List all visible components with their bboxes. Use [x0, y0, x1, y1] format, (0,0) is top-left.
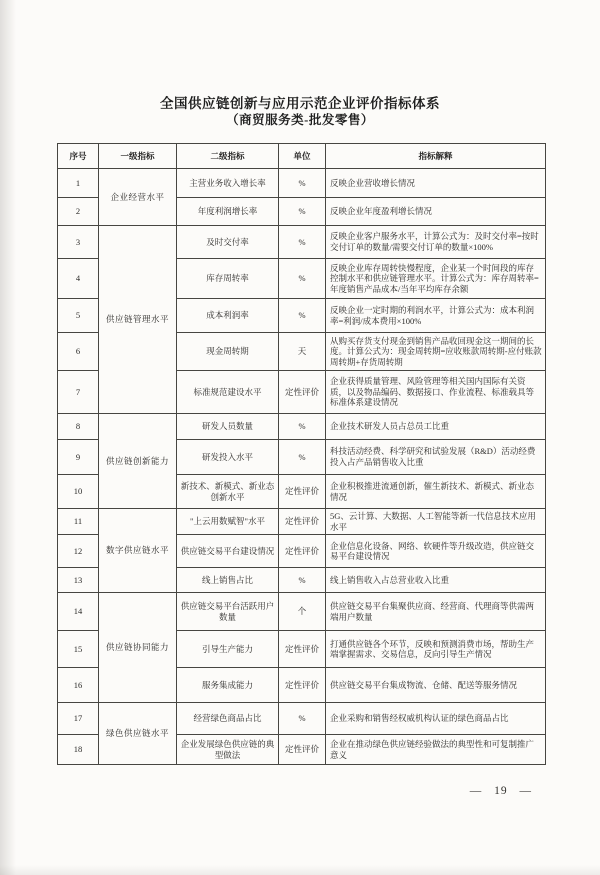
explanation-cell: 供应链交易平台集聚供应商、经营商、代理商等供需两端用户数量 — [326, 593, 546, 631]
explanation-cell: 5G、云计算、大数据、人工智能等新一代信息技术应用水平 — [326, 509, 546, 535]
row-number-cell: 14 — [58, 593, 99, 631]
level2-indicator-cell: 及时交付率 — [177, 226, 279, 259]
unit-cell: 定性评价 — [279, 735, 326, 765]
row-number-cell: 15 — [58, 631, 99, 668]
explanation-cell: 反映企业一定时期的利润水平，计算公式为：成本利润率=利润/成本费用×100% — [326, 299, 546, 333]
unit-cell: 定性评价 — [279, 371, 326, 414]
explanation-cell: 企业采购和销售经权威机构认证的绿色商品占比 — [326, 703, 546, 735]
level2-indicator-cell: 新技术、新模式、新业态创新水平 — [177, 475, 279, 509]
page-number: — 19 — — [469, 785, 532, 797]
unit-cell: % — [279, 226, 326, 259]
row-number-cell: 9 — [58, 440, 99, 475]
level2-indicator-cell: 库存周转率 — [177, 259, 279, 299]
explanation-cell: 从购买存货支付现金到销售产品收回现金这一期间的长度。计算公式为：现金周转期=应收账款周转期-应付账款周转期+存货周转期 — [326, 333, 546, 371]
explanation-cell: 企业在推动绿色供应链经验做法的典型性和可复制推广意义 — [326, 735, 546, 765]
row-number-cell: 1 — [58, 169, 99, 198]
row-number-cell: 13 — [58, 568, 99, 593]
explanation-cell: 企业技术研发人员占总员工比重 — [326, 414, 546, 440]
unit-cell: % — [279, 440, 326, 475]
unit-cell: 定性评价 — [279, 668, 326, 703]
explanation-cell: 企业信息化设备、网络、软硬件等升级改造，供应链交易平台建设情况 — [326, 535, 546, 568]
level2-indicator-cell: 供应链交易平台活跃用户数量 — [177, 593, 279, 631]
header-level2-indicator: 二级指标 — [177, 144, 279, 169]
table-row — [58, 593, 546, 631]
explanation-cell: 反映企业库存周转快慢程度，企业某一个时间段的库存控制水平和供应链管理水平。计算公式为：库存周转率=年度销售产品成本/当年平均库存余额 — [326, 259, 546, 299]
row-number-cell: 4 — [58, 259, 99, 299]
explanation-cell: 线上销售收入占总营业收入比重 — [326, 568, 546, 593]
header-unit: 单位 — [279, 144, 326, 169]
level1-indicator-cell: 数字供应链水平 — [99, 509, 177, 593]
unit-cell: % — [279, 299, 326, 333]
level2-indicator-cell: 经营绿色商品占比 — [177, 703, 279, 735]
row-number-cell: 11 — [58, 509, 99, 535]
unit-cell: 定性评价 — [279, 631, 326, 668]
row-number-cell: 3 — [58, 226, 99, 259]
level1-indicator-cell: 供应链协同能力 — [99, 593, 177, 703]
table-row — [58, 509, 546, 535]
level2-indicator-cell: 研发人员数量 — [177, 414, 279, 440]
row-number-cell: 10 — [58, 475, 99, 509]
table-row — [58, 414, 546, 440]
unit-cell: 个 — [279, 593, 326, 631]
unit-cell: % — [279, 169, 326, 198]
unit-cell: % — [279, 568, 326, 593]
level2-indicator-cell: 成本利润率 — [177, 299, 279, 333]
unit-cell: 定性评价 — [279, 535, 326, 568]
row-number-cell: 5 — [58, 299, 99, 333]
level1-indicator-cell: 供应链创新能力 — [99, 414, 177, 509]
explanation-cell: 企业获得质量管理、风险管理等相关国内国际有关资质，以及物品编码、数据接口、作业流程、标准载具等标准体系建设情况 — [326, 371, 546, 414]
unit-cell: % — [279, 198, 326, 226]
level2-indicator-cell: 服务集成能力 — [177, 668, 279, 703]
table-header-row — [58, 144, 546, 169]
document-subtitle: （商贸服务类-批发零售） — [226, 112, 374, 127]
row-number-cell: 16 — [58, 668, 99, 703]
level2-indicator-cell: 现金周转期 — [177, 333, 279, 371]
row-number-cell: 7 — [58, 371, 99, 414]
header-level1-indicator: 一级指标 — [99, 144, 177, 169]
row-number-cell: 8 — [58, 414, 99, 440]
level2-indicator-cell: 供应链交易平台建设情况 — [177, 535, 279, 568]
unit-cell: % — [279, 703, 326, 735]
explanation-cell: 供应链交易平台集成物流、仓储、配送等服务情况 — [326, 668, 546, 703]
unit-cell: % — [279, 414, 326, 440]
title-block — [0, 97, 600, 127]
explanation-cell: 反映企业年度盈利增长情况 — [326, 198, 546, 226]
unit-cell: 定性评价 — [279, 509, 326, 535]
unit-cell: 天 — [279, 333, 326, 371]
table-row — [58, 226, 546, 259]
explanation-cell: 企业积极推进流通创新，催生新技术、新模式、新业态情况 — [326, 475, 546, 509]
table-row — [58, 703, 546, 735]
explanation-cell: 反映企业客户服务水平，计算公式为：及时交付率=按时交付订单的数量/需要交付订单的数量×100% — [326, 226, 546, 259]
explanation-cell: 打通供应链各个环节，反映和预测消费市场，帮助生产端掌握需求、交易信息，反向引导生产情况 — [326, 631, 546, 668]
row-number-cell: 6 — [58, 333, 99, 371]
indicator-table — [57, 143, 546, 765]
header-explanation: 指标解释 — [326, 144, 546, 169]
header-no: 序号 — [58, 144, 99, 169]
level2-indicator-cell: 年度利润增长率 — [177, 198, 279, 226]
level2-indicator-cell: 标准规范建设水平 — [177, 371, 279, 414]
level1-indicator-cell: 企业经营水平 — [99, 169, 177, 226]
level2-indicator-cell: 引导生产能力 — [177, 631, 279, 668]
row-number-cell: 12 — [58, 535, 99, 568]
row-number-cell: 17 — [58, 703, 99, 735]
level1-indicator-cell: 供应链管理水平 — [99, 226, 177, 414]
level2-indicator-cell: 主营业务收入增长率 — [177, 169, 279, 198]
unit-cell: 定性评价 — [279, 475, 326, 509]
row-number-cell: 18 — [58, 735, 99, 765]
level2-indicator-cell: "上云用数赋智"水平 — [177, 509, 279, 535]
level2-indicator-cell: 企业发展绿色供应链的典型做法 — [177, 735, 279, 765]
level1-indicator-cell: 绿色供应链水平 — [99, 703, 177, 765]
explanation-cell: 反映企业营收增长情况 — [326, 169, 546, 198]
unit-cell: % — [279, 259, 326, 299]
row-number-cell: 2 — [58, 198, 99, 226]
table-row — [58, 169, 546, 198]
level2-indicator-cell: 线上销售占比 — [177, 568, 279, 593]
explanation-cell: 科技活动经费、科学研究和试验发展（R&D）活动经费投入占产品销售收入比重 — [326, 440, 546, 475]
document-title: 全国供应链创新与应用示范企业评价指标体系 — [160, 96, 440, 111]
level2-indicator-cell: 研发投入水平 — [177, 440, 279, 475]
